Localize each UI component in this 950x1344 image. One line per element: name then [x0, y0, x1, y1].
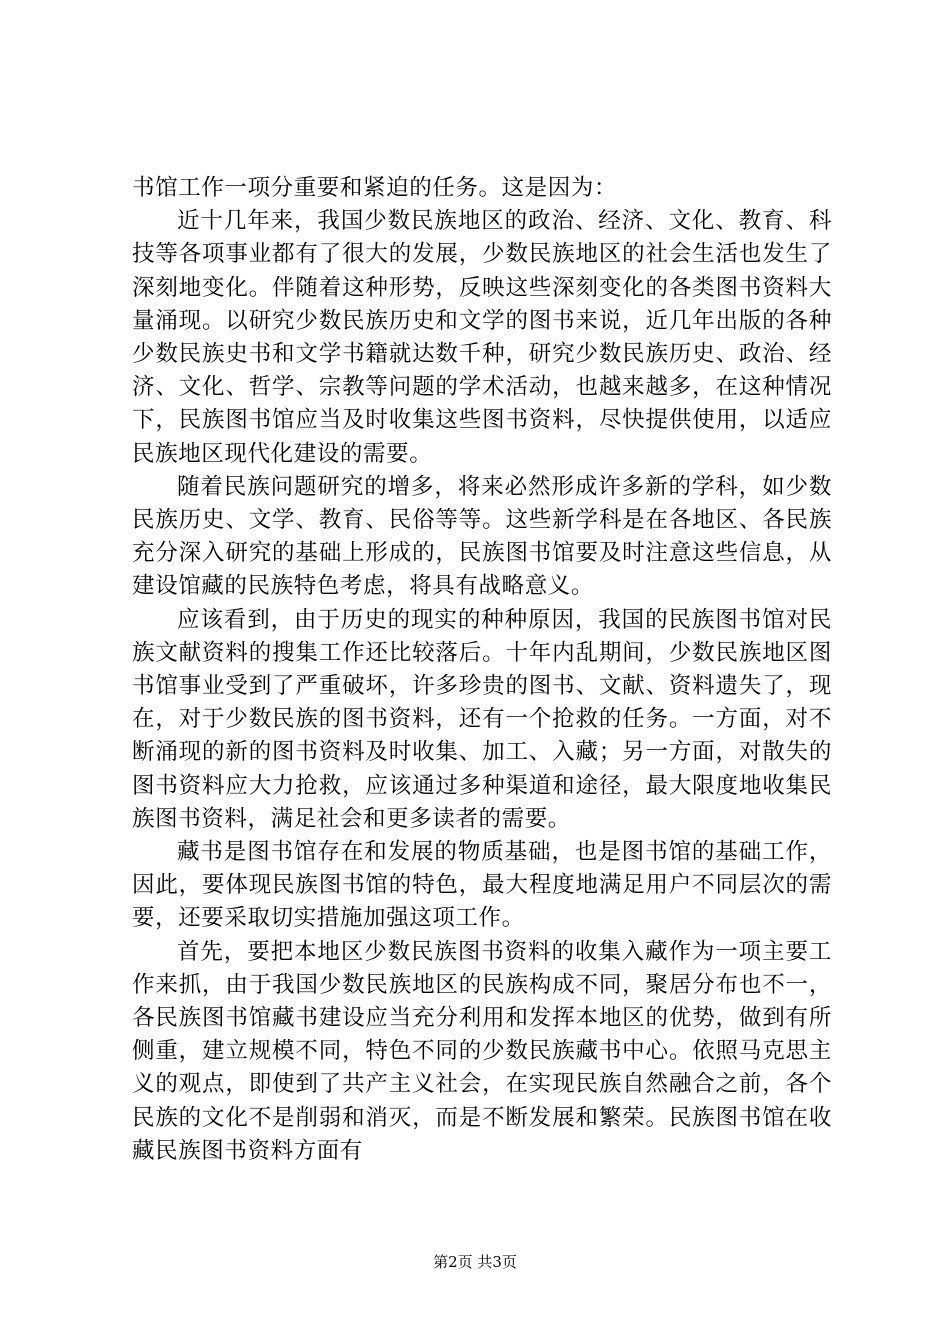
paragraph-first-measure: 首先，要把本地区少数民族图书资料的收集入藏作为一项主要工作来抓，由于我国少数民族地区的民族构成不同，聚居分布也不一，各民族图书馆藏书建设应当充分利用和发挥本地区的优势，做到有所侧重，建立规模不同，特色不同的少数民族藏书中心。依照马克思主义的观点，即使到了共产主义社会，在实现民族自然融合之前，各个民族的文化不是削弱和消灭，而是不断发展和繁荣。民族图书馆在收藏民族图书资料方面有 [132, 938, 832, 1164]
paragraph-rescue-task: 应该看到，由于历史的现实的种种原因，我国的民族图书馆对民族文献资料的搜集工作还比较落后。十年内乱期间，少数民族地区图书馆事业受到了严重破坏，许多珍贵的图书、文献、资料遗失了，现在，对于少数民族的图书资料，还有一个抢救的任务。一方面，对不断涌现的新的图书资料及时收集、加工、入藏；另一方面，对散失的图书资料应大力抢救，应该通过多种渠道和途径，最大限度地收集民族图书资料，满足社会和更多读者的需要。 [132, 606, 832, 832]
page-number-footer: 第2页 共3页 [433, 1253, 517, 1271]
paragraph-development: 近十几年来，我国少数民族地区的政治、经济、文化、教育、科技等各项事业都有了很大的发展，少数民族地区的社会生活也发生了深刻地变化。伴随着这种形势，反映这些深刻变化的各类图书资料大量涌现。以研究少数民族历史和文学的图书来说，近几年出版的各种少数民族史书和文学书籍就达数千种，研究少数民族历史、政治、经济、文化、哲学、宗教等问题的学术活动，也越来越多，在这种情况下，民族图书馆应当及时收集这些图书资料，尽快提供使用，以适应民族地区现代化建设的需要。 [132, 208, 832, 467]
paragraph-continuation: 书馆工作一项分重要和紧迫的任务。这是因为： [132, 175, 618, 201]
document-body [132, 172, 832, 1168]
paragraph-collection-basis: 藏书是图书馆存在和发展的物质基础，也是图书馆的基础工作，因此，要体现民族图书馆的特色，最大程度地满足用户不同层次的需要，还要采取切实措施加强这项工作。 [132, 839, 832, 932]
paragraph-new-disciplines: 随着民族问题研究的增多，将来必然形成许多新的学科，如少数民族历史、文学、教育、民俗等等。这些新学科是在各地区、各民族充分深入研究的基础上形成的，民族图书馆要及时注意这些信息，从建设馆藏的民族特色考虑，将具有战略意义。 [132, 473, 832, 600]
